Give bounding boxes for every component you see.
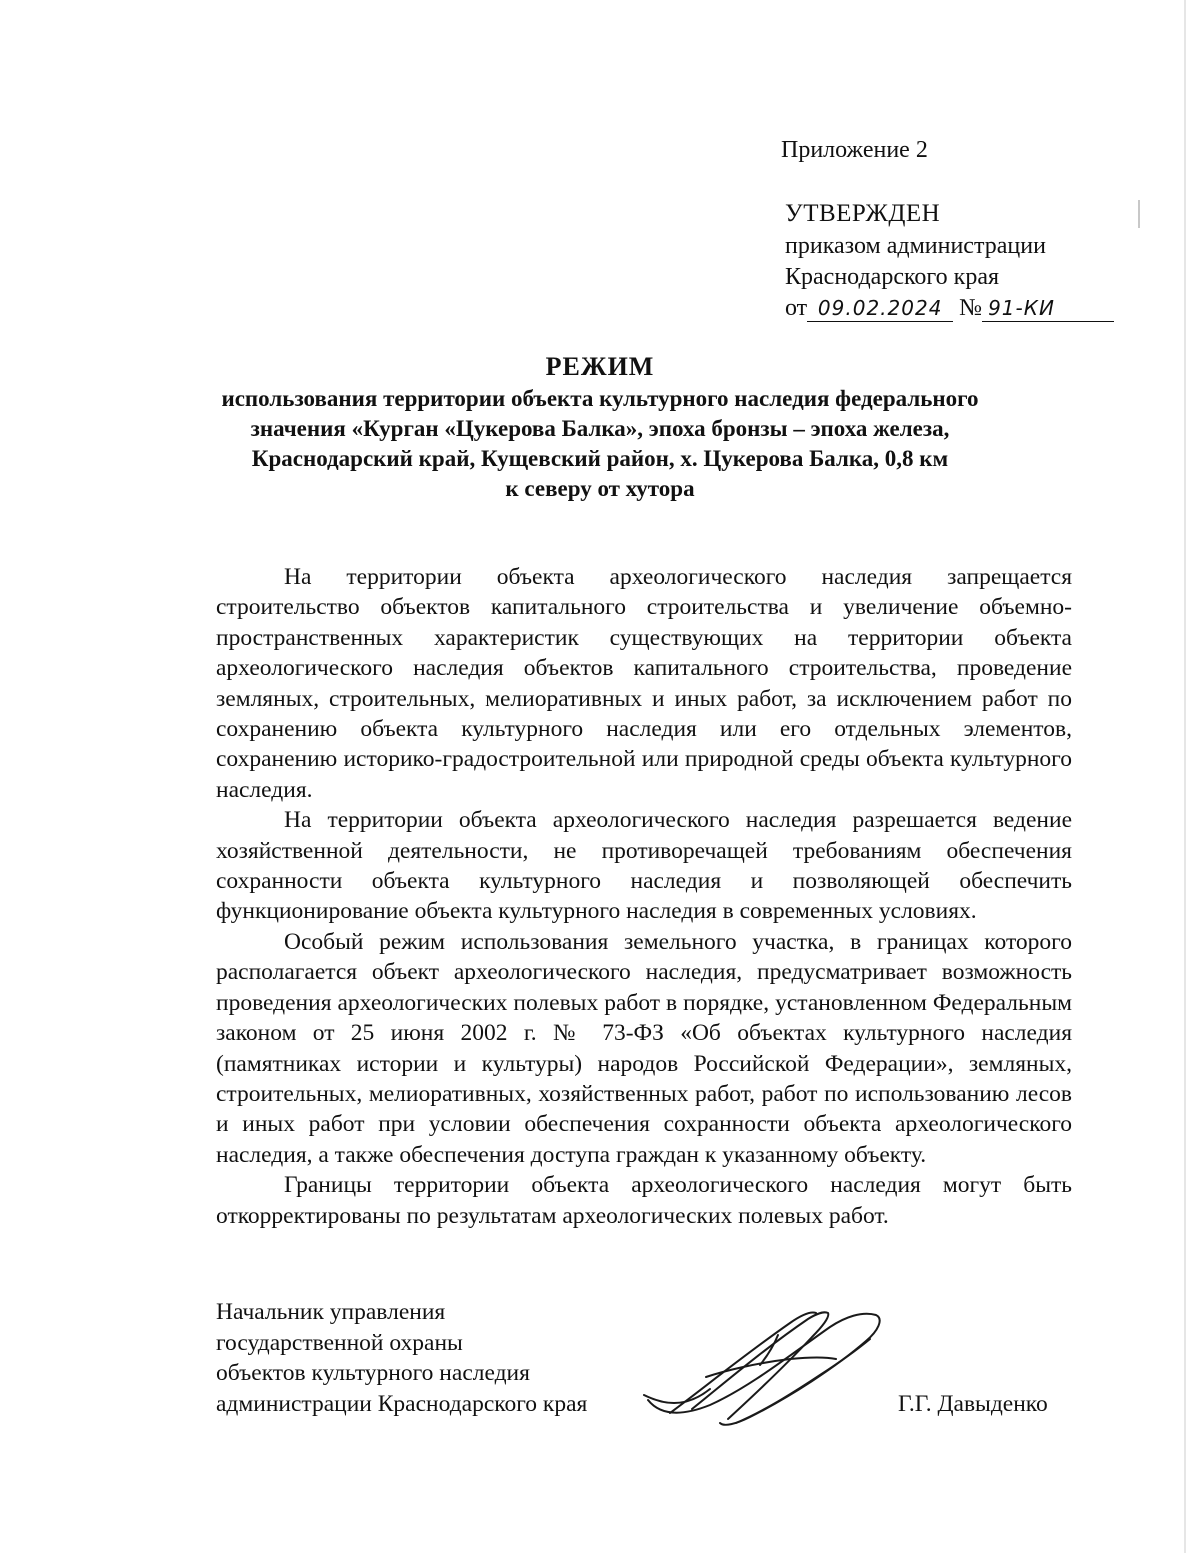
appendix-label: Приложение 2 [781,137,928,163]
title-line-3: Краснодарский край, Кущевский район, х. Цукерова Балка, 0,8 км [251,446,949,471]
position-line-3: объектов культурного наследия [216,1360,530,1386]
title-line-1: использования территории объекта культурного наследия федерального [221,386,979,411]
order-line [785,293,1114,324]
document-title [200,350,1000,504]
title-line-2: значения «Курган «Цукерова Балка», эпоха бронзы – эпоха железа, [250,416,950,441]
document-body [216,562,1072,1231]
title-main: РЕЖИМ [545,352,655,381]
order-number-handwritten: 91-КИ [982,295,1114,322]
title-line-4: к северу от хутора [505,476,695,501]
body-paragraph-4: Границы территории объекта археологического наследия могут быть откорректированы по результатам археологических полевых работ. [216,1172,1072,1229]
order-prefix: от [785,295,808,321]
signatory-name: Г.Г. Давыденко [898,1391,1048,1417]
approval-line-2: Краснодарского края [785,264,1000,290]
scan-artifact-mark [1138,200,1140,228]
position-line-1: Начальник управления [216,1299,446,1325]
order-number-sign: № [959,295,983,321]
body-paragraph-3: Особый режим использования земельного участка, в границах которого располагается объект археологического наследия, предусматривает возможность проведения археологических полевых работ в порядке, установленном Федеральным законом от 25 июня 2002 г. № 73-ФЗ «Об объектах культурного наследия (памятниках истории и культуры) народов Российской Федерации», земляных, строительных, мелиоративных, хозяйственных работ, работ по использованию лесов и иных работ при условии обеспечения сохранности объекта археологического наследия, а также обеспечения доступа граждан к указанному объекту. [216,928,1072,1168]
position-line-4: администрации Краснодарского края [216,1390,588,1417]
body-paragraph-1: На территории объекта археологического наследия запрещается строительство объектов капитального строительства и увеличение объемно-пространственных характеристик существующих на территории объекта археологического наследия объектов капитального строительства, проведение земляных, строительных, мелиоративных и иных работ, за исключением работ по сохранению объекта культурного наследия или его отдельных элементов, сохранению историко-градостроительной или природной среды объекта культурного наследия. [216,564,1072,803]
approval-block [785,198,1114,324]
approval-line-1: приказом администрации [785,233,1046,259]
order-date-handwritten: 09.02.2024 [807,295,953,322]
body-paragraph-2: На территории объекта археологического наследия разрешается ведение хозяйственной деятельности, не противоречащей требованиям обеспечения сохранности объекта культурного наследия и позволяющей обеспечить функционирование объекта культурного наследия в современных условиях. [216,807,1072,925]
signatory-position [216,1297,587,1419]
handwritten-signature-icon [640,1305,890,1435]
scan-artifact-edge [1184,0,1186,1553]
approved-label: УТВЕРЖДЕН [785,200,941,227]
position-line-2: государственной охраны [216,1329,463,1356]
